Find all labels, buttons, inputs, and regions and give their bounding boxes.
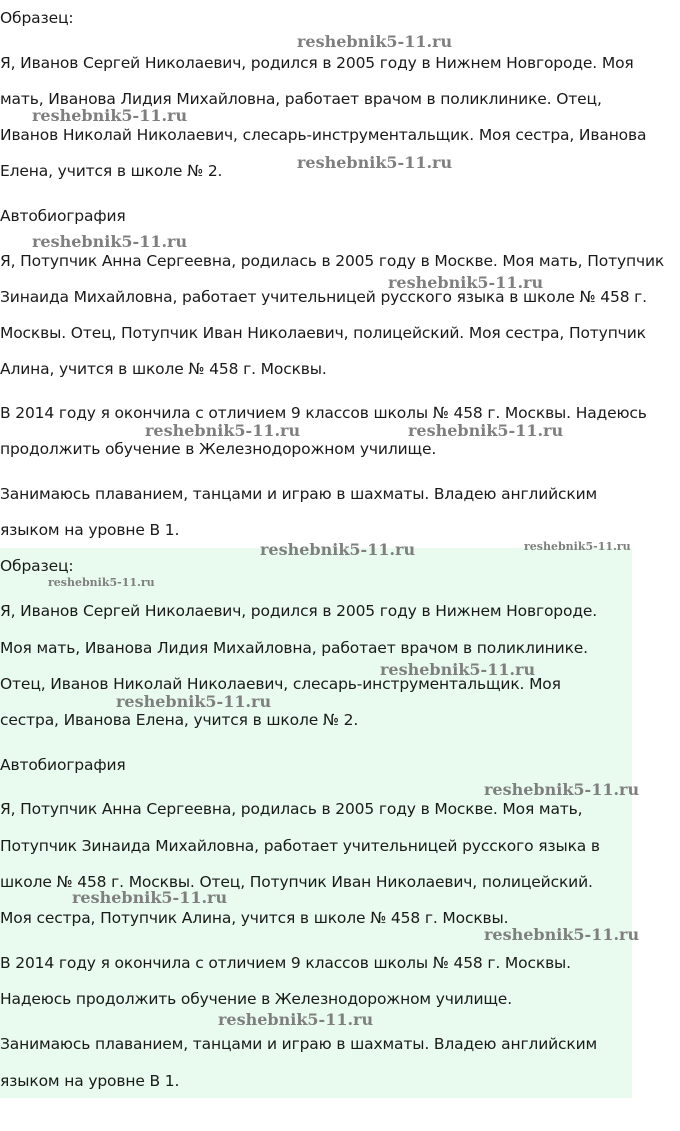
green-line-0: Образец: <box>0 557 74 575</box>
green-line-4: сестра, Иванова Елена, учится в школе № 2. <box>0 711 359 729</box>
watermark: reshebnik5-11.ru <box>297 32 453 51</box>
watermark: reshebnik5-11.ru <box>524 540 631 553</box>
top-line-13: языком на уровне В 1. <box>0 521 180 539</box>
top-line-9: Алина, учится в школе № 458 г. Москвы. <box>0 360 327 378</box>
top-line-6: Я, Потупчик Анна Сергеевна, родилась в 2005 году в Москве. Моя мать, Потупчик <box>0 252 665 270</box>
watermark: reshebnik5-11.ru <box>72 888 228 907</box>
top-line-1: Я, Иванов Сергей Николаевич, родился в 2005 году в Нижнем Новгороде. Моя <box>0 54 634 72</box>
green-line-10: В 2014 году я окончила с отличием 9 классов школы № 458 г. Москвы. <box>0 954 571 972</box>
watermark: reshebnik5-11.ru <box>145 421 301 440</box>
top-line-2: мать, Иванова Лидия Михайловна, работает врачом в поликлинике. Отец, <box>0 90 602 108</box>
green-line-2: Моя мать, Иванова Лидия Михайловна, работает врачом в поликлинике. <box>0 639 588 657</box>
green-line-9: Моя сестра, Потупчик Алина, учится в школе № 458 г. Москвы. <box>0 909 509 927</box>
watermark: reshebnik5-11.ru <box>32 106 188 125</box>
green-line-13: языком на уровне В 1. <box>0 1072 180 1090</box>
top-line-12: Занимаюсь плаванием, танцами и играю в шахматы. Владею английским <box>0 485 598 503</box>
top-line-5: Автобиография <box>0 207 126 225</box>
watermark: reshebnik5-11.ru <box>297 153 453 172</box>
watermark: reshebnik5-11.ru <box>380 660 536 679</box>
top-line-7: Зинаида Михайловна, работает учительницей русского языка в школе № 458 г. <box>0 288 647 306</box>
top-line-10: В 2014 году я окончила с отличием 9 классов школы № 458 г. Москвы. Надеюсь <box>0 404 647 422</box>
top-line-4: Елена, учится в школе № 2. <box>0 162 223 180</box>
watermark: reshebnik5-11.ru <box>388 273 544 292</box>
watermark: reshebnik5-11.ru <box>484 780 640 799</box>
watermark: reshebnik5-11.ru <box>32 232 188 251</box>
watermark: reshebnik5-11.ru <box>218 1010 374 1029</box>
top-line-3: Иванов Николай Николаевич, слесарь-инструментальщик. Моя сестра, Иванова <box>0 126 647 144</box>
top-line-8: Москвы. Отец, Потупчик Иван Николаевич, полицейский. Моя сестра, Потупчик <box>0 324 646 342</box>
green-line-11: Надеюсь продолжить обучение в Железнодорожном училище. <box>0 990 512 1008</box>
green-line-6: Я, Потупчик Анна Сергеевна, родилась в 2005 году в Москве. Моя мать, <box>0 800 583 818</box>
green-line-5: Автобиография <box>0 756 126 774</box>
top-line-0: Образец: <box>0 9 74 27</box>
green-line-8: школе № 458 г. Москвы. Отец, Потупчик Иван Николаевич, полицейский. <box>0 873 593 891</box>
green-line-12: Занимаюсь плаванием, танцами и играю в шахматы. Владею английским <box>0 1035 598 1053</box>
watermark: reshebnik5-11.ru <box>260 540 416 559</box>
watermark: reshebnik5-11.ru <box>484 925 640 944</box>
green-line-7: Потупчик Зинаида Михайловна, работает учительницей русского языка в <box>0 837 600 855</box>
top-line-11: продолжить обучение в Железнодорожном училище. <box>0 440 437 458</box>
watermark: reshebnik5-11.ru <box>48 576 155 589</box>
green-line-1: Я, Иванов Сергей Николаевич, родился в 2005 году в Нижнем Новгороде. <box>0 602 598 620</box>
watermark: reshebnik5-11.ru <box>116 692 272 711</box>
green-line-3: Отец, Иванов Николай Николаевич, слесарь-инструментальщик. Моя <box>0 675 561 693</box>
watermark: reshebnik5-11.ru <box>408 421 564 440</box>
